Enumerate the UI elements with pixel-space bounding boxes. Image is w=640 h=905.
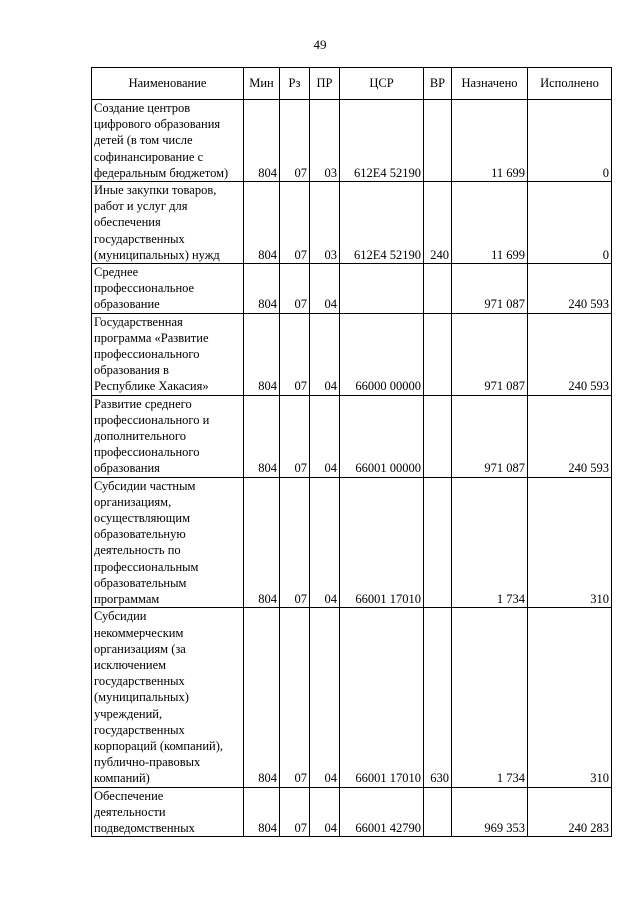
- cell-executed: 310: [528, 608, 612, 787]
- cell-rz: 07: [280, 395, 310, 477]
- cell-csr: [340, 264, 424, 314]
- cell-vr: 630: [424, 608, 452, 787]
- cell-min: 804: [244, 182, 280, 264]
- cell-pr: 04: [310, 608, 340, 787]
- budget-table: [91, 67, 612, 837]
- cell-name: Развитие среднего профессионального и дополнительного профессионального образования: [92, 395, 244, 477]
- cell-rz: 07: [280, 264, 310, 314]
- header-row: [92, 68, 612, 100]
- table-row: [92, 608, 612, 787]
- cell-vr: [424, 264, 452, 314]
- cell-csr: 66001 42790: [340, 787, 424, 837]
- column-header-csr: ЦСР: [340, 68, 424, 100]
- column-header-assigned: Назначено: [452, 68, 528, 100]
- table-row: [92, 395, 612, 477]
- cell-pr: 03: [310, 182, 340, 264]
- cell-min: 804: [244, 313, 280, 395]
- table-row: [92, 182, 612, 264]
- cell-csr: 66000 00000: [340, 313, 424, 395]
- cell-csr: 612Е4 52190: [340, 182, 424, 264]
- cell-name: Создание центров цифрового образования детей (в том числе софинансирование с федеральным бюджетом): [92, 100, 244, 182]
- cell-assigned: 11 699: [452, 100, 528, 182]
- cell-executed: 240 593: [528, 264, 612, 314]
- column-header-name: Наименование: [92, 68, 244, 100]
- column-header-vr: ВР: [424, 68, 452, 100]
- cell-pr: 04: [310, 313, 340, 395]
- cell-rz: 07: [280, 313, 310, 395]
- cell-executed: 310: [528, 477, 612, 608]
- cell-rz: 07: [280, 477, 310, 608]
- cell-vr: [424, 100, 452, 182]
- cell-pr: 04: [310, 395, 340, 477]
- cell-name: Среднее профессиональное образование: [92, 264, 244, 314]
- cell-assigned: 971 087: [452, 264, 528, 314]
- cell-pr: 04: [310, 264, 340, 314]
- cell-csr: 66001 17010: [340, 608, 424, 787]
- table-row: [92, 477, 612, 608]
- cell-vr: [424, 787, 452, 837]
- page-number: 49: [313, 37, 327, 52]
- cell-pr: 04: [310, 477, 340, 608]
- cell-min: 804: [244, 395, 280, 477]
- table-row: [92, 264, 612, 314]
- cell-csr: 612Е4 52190: [340, 100, 424, 182]
- cell-min: 804: [244, 264, 280, 314]
- cell-name: Обеспечение деятельности подведомственных: [92, 787, 244, 837]
- cell-vr: [424, 395, 452, 477]
- column-header-pr: ПР: [310, 68, 340, 100]
- cell-assigned: 971 087: [452, 313, 528, 395]
- column-header-rz: Рз: [280, 68, 310, 100]
- cell-min: 804: [244, 100, 280, 182]
- table-row: [92, 100, 612, 182]
- cell-name: Государственная программа «Развитие профессионального образования в Республике Хакасия»: [92, 313, 244, 395]
- cell-vr: 240: [424, 182, 452, 264]
- cell-vr: [424, 313, 452, 395]
- cell-executed: 240 283: [528, 787, 612, 837]
- cell-name: Иные закупки товаров, работ и услуг для обеспечения государственных (муниципальных) нужд: [92, 182, 244, 264]
- cell-min: 804: [244, 787, 280, 837]
- table-row: [92, 313, 612, 395]
- cell-min: 804: [244, 477, 280, 608]
- cell-executed: 240 593: [528, 395, 612, 477]
- cell-csr: 66001 17010: [340, 477, 424, 608]
- cell-min: 804: [244, 608, 280, 787]
- cell-rz: 07: [280, 787, 310, 837]
- cell-executed: 240 593: [528, 313, 612, 395]
- cell-rz: 07: [280, 100, 310, 182]
- cell-pr: 04: [310, 787, 340, 837]
- cell-name: Субсидии некоммерческим организациям (за исключением государственных (муниципальных) учреждений, государственных корпораций (компаний), публично-правовых компаний): [92, 608, 244, 787]
- cell-assigned: 969 353: [452, 787, 528, 837]
- table-row: [92, 787, 612, 837]
- cell-rz: 07: [280, 608, 310, 787]
- cell-executed: 0: [528, 182, 612, 264]
- cell-vr: [424, 477, 452, 608]
- cell-assigned: 11 699: [452, 182, 528, 264]
- cell-name: Субсидии частным организациям, осуществляющим образовательную деятельность по профессиональным образовательным программам: [92, 477, 244, 608]
- cell-assigned: 971 087: [452, 395, 528, 477]
- cell-pr: 03: [310, 100, 340, 182]
- column-header-executed: Исполнено: [528, 68, 612, 100]
- cell-assigned: 1 734: [452, 608, 528, 787]
- cell-assigned: 1 734: [452, 477, 528, 608]
- cell-csr: 66001 00000: [340, 395, 424, 477]
- column-header-min: Мин: [244, 68, 280, 100]
- cell-rz: 07: [280, 182, 310, 264]
- cell-executed: 0: [528, 100, 612, 182]
